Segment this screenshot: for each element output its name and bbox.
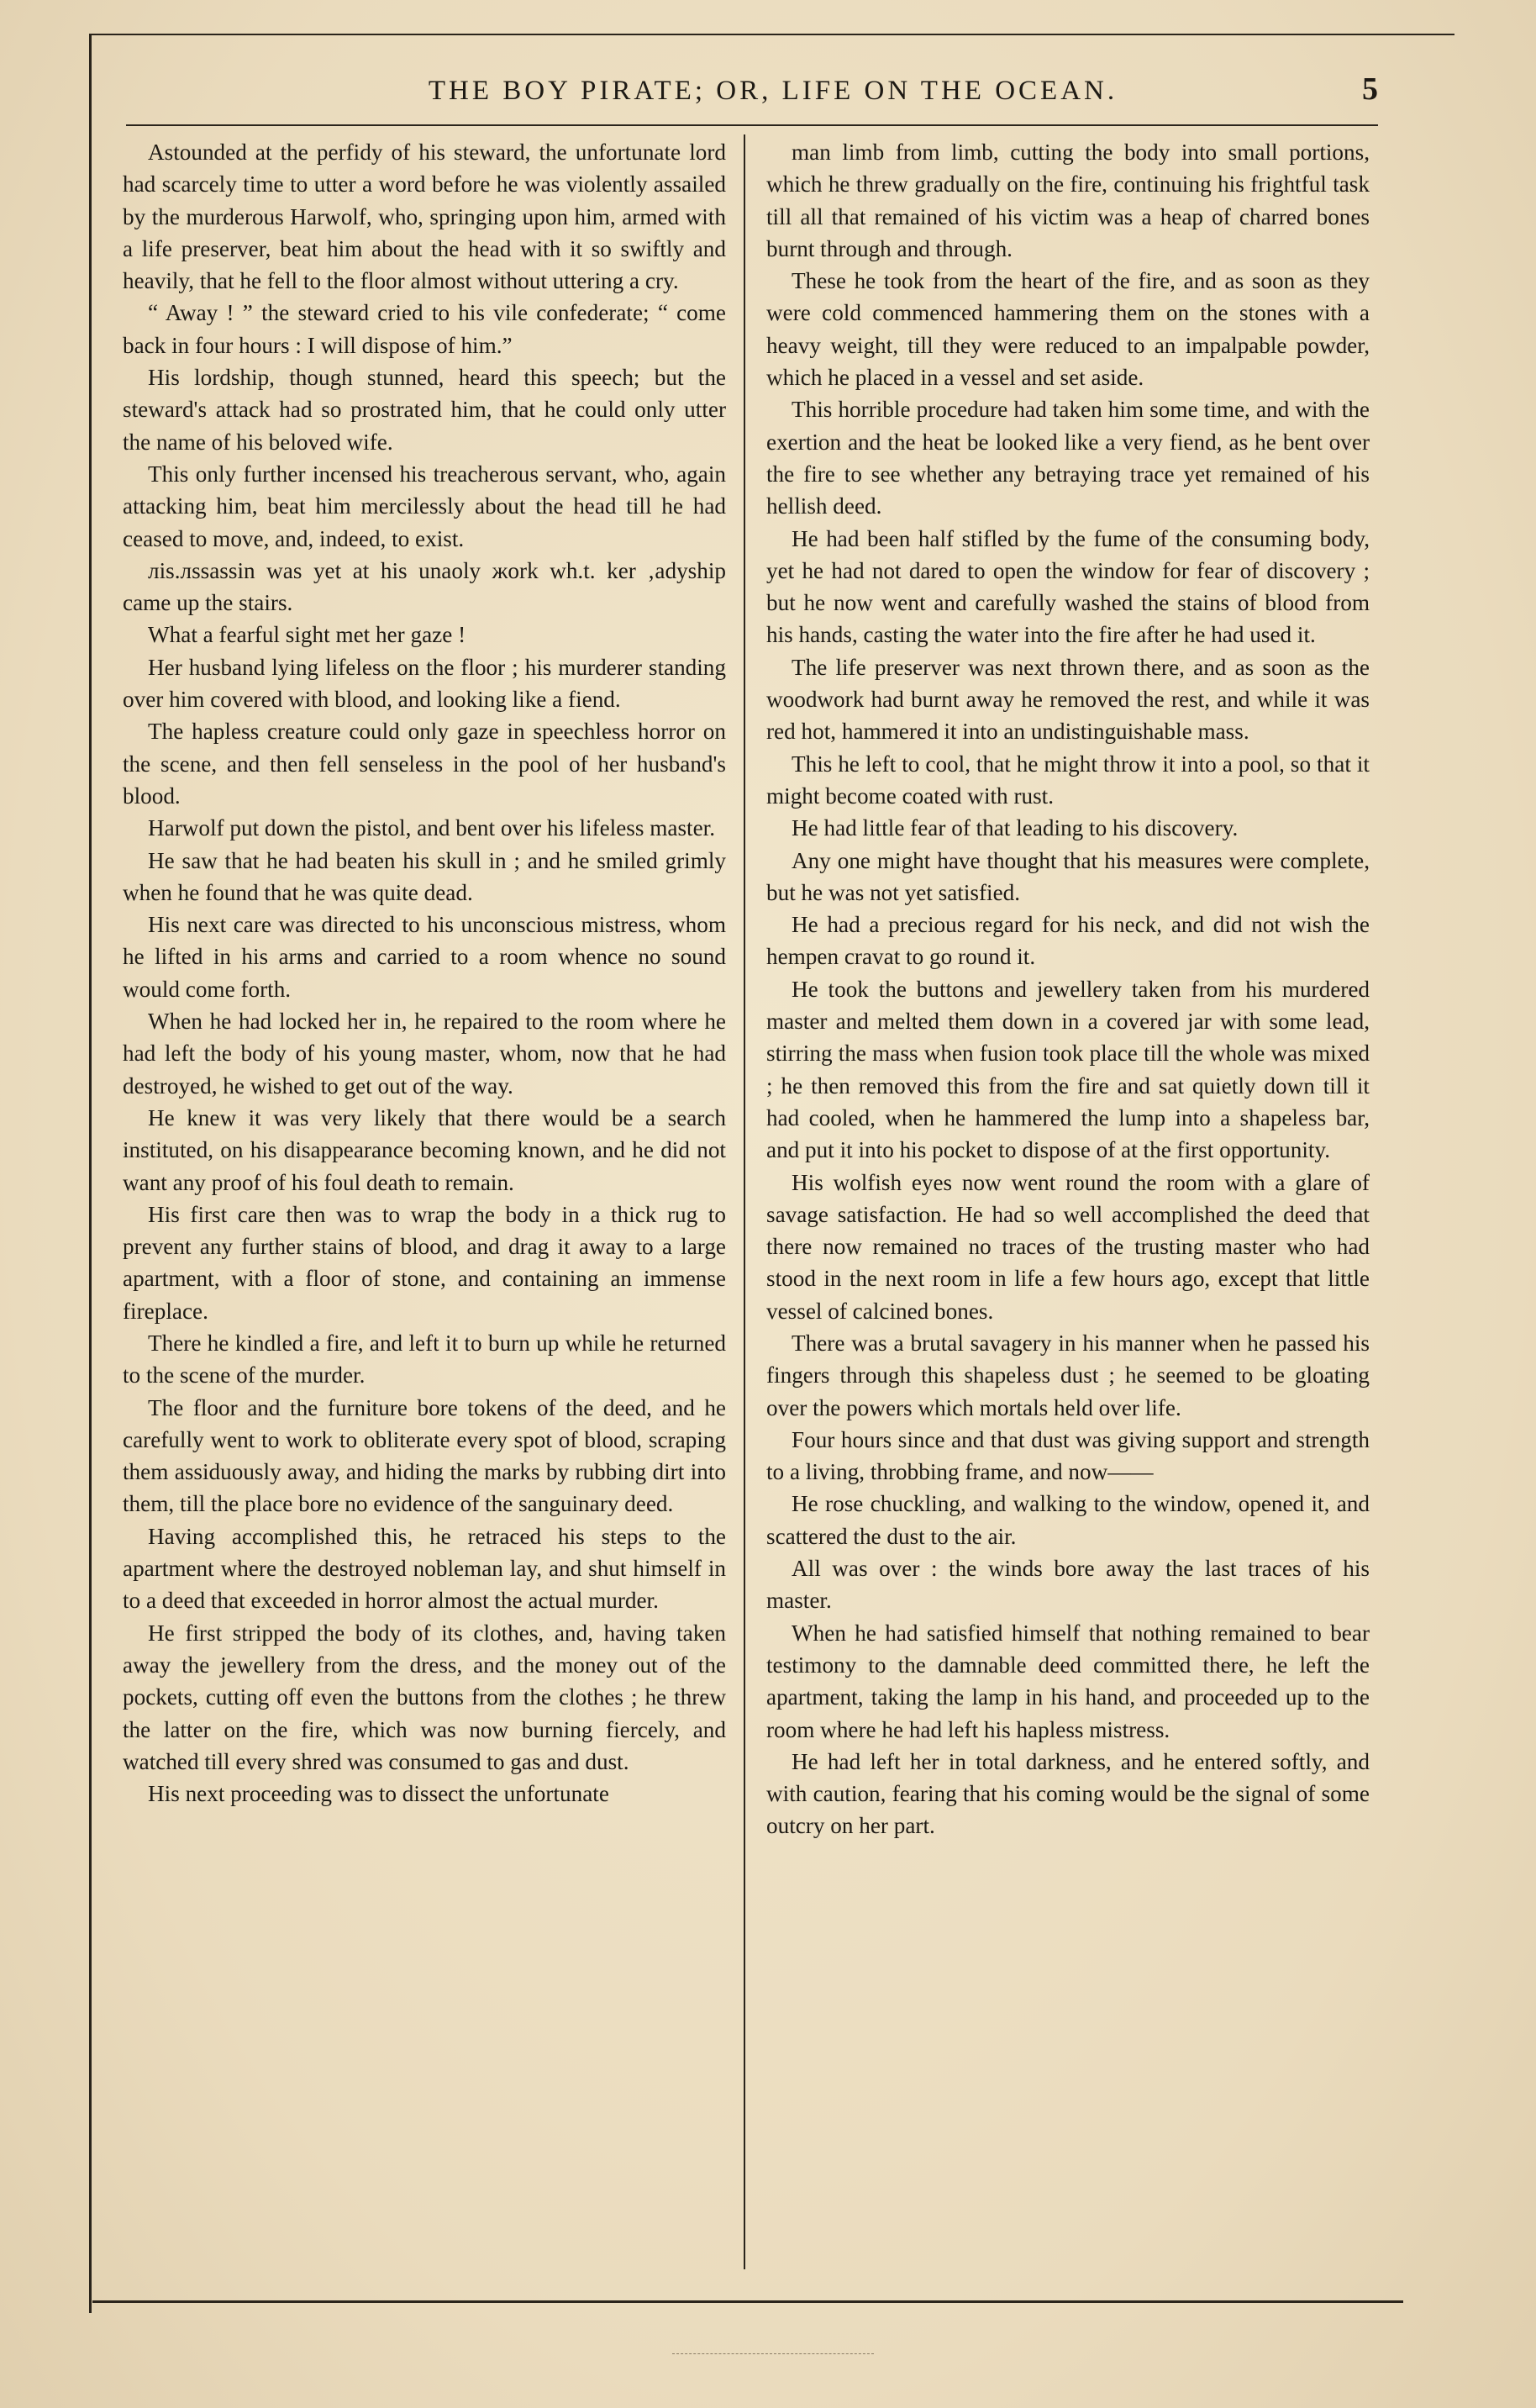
page-number: 5 bbox=[1362, 71, 1378, 107]
paragraph: His next proceeding was to dissect the unfortunate bbox=[148, 1781, 609, 1807]
paragraph: Having accomplished this, he retraced his steps to the apartment where the destroyed nobleman lay, and shut himself in to a deed that exceeded in horror almost the actual murder. bbox=[123, 1523, 726, 1614]
paragraph: He knew it was very likely that there would be a search instituted, on his disappearance becoming known, and he did not want any proof of his foul death to remain. bbox=[123, 1104, 726, 1195]
page-header bbox=[126, 71, 1378, 121]
running-title: THE BOY PIRATE; OR, LIFE ON THE OCEAN. bbox=[428, 76, 1118, 106]
paragraph: There was a brutal savagery in his manner when he passed his fingers through this shapeless dust ; he seemed to be gloating over the powers which mortals held over life. bbox=[766, 1330, 1370, 1420]
paragraph: Four hours since and that dust was giving support and strength to a living, throbbing frame, and now—— bbox=[766, 1426, 1370, 1485]
paragraph: ліѕ.лssassin was yet at his unaoly жork wh.t. ker ‚adyship came up the stairs. bbox=[123, 557, 726, 616]
paragraph: He had left her in total darkness, and he entered softly, and with caution, fearing that his coming would be the signal of some outcry on her part. bbox=[766, 1748, 1370, 1839]
paragraph: The hapless creature could only gaze in speechless horror on the scene, and then fell senseless in the pool of her husband's blood. bbox=[123, 719, 726, 809]
paragraph: He saw that he had beaten his skull in ; and he smiled grimly when he found that he was quite dead. bbox=[123, 847, 726, 905]
paragraph: “ Away ! ” the steward cried to his vile confederate; “ come back in four hours : I will dispose of him.” bbox=[123, 300, 726, 358]
paragraph: man limb from limb, cutting the body into small portions, which he threw gradually on the fire, continuing his frightful task till all that remained of his victim was a heap of charred bones burnt through and through. bbox=[766, 140, 1370, 261]
paragraph: The life preserver was next thrown there, and as soon as the woodwork had burnt away he removed the rest, and while it was red hot, hammered it into an undistinguishable mass. bbox=[766, 654, 1370, 745]
paragraph: His next care was directed to his unconscious mistress, whom he lifted in his arms and carried to a room whence no sound would come forth. bbox=[123, 912, 726, 1002]
paragraph: He first stripped the body of its clothes, and, having taken away the jewellery from the dress, and the money out of the pockets, cutting off even the buttons from the clothes ; he threw the latter on the fire, which was now burning fiercely, and watched till every shred was consumed to gas and dust. bbox=[123, 1620, 726, 1774]
footer-rule bbox=[92, 2300, 1403, 2303]
paragraph: This he left to cool, that he might throw it into a pool, so that it might become coated with rust. bbox=[766, 751, 1370, 809]
paragraph: This only further incensed his treacherous servant, who, again attacking him, beat him mercilessly about the head till he had ceased to move, and, indeed, to exist. bbox=[123, 461, 726, 551]
paragraph: Her husband lying lifeless on the floor ; his murderer standing over him covered with blood, and looking like a fiend. bbox=[123, 654, 726, 713]
paragraph: He took the buttons and jewellery taken from his murdered master and melted them down in a covered jar with some lead, stirring the mass when fusion took place till the whole was mixed ; he then removed this from the fire and sat quietly down till it had cooled, when he hammered the lump into a shapeless bar, and put it into his pocket to dispose of at the first opportunity. bbox=[766, 976, 1370, 1163]
paragraph: Harwolf put down the pistol, and bent over his lifeless master. bbox=[148, 815, 716, 841]
text-column-left bbox=[123, 136, 726, 2254]
paragraph: He had been half stifled by the fume of the consuming body, yet he had not dared to open the window for fear of discovery ; but he now went and carefully washed the stains of blood from his hands, casting the water into the fire after he had used it. bbox=[766, 525, 1370, 648]
paragraph: The floor and the furniture bore tokens of the deed, and he carefully went to work to obliterate every spot of blood, scraping them assiduously away, and hiding the marks by rubbing dirt into them, till the place bore no evidence of the sanguinary deed. bbox=[123, 1394, 726, 1517]
text-column-right bbox=[766, 136, 1370, 2254]
paragraph: This horrible procedure had taken him some time, and with the exertion and the heat be looked like a very fiend, as he bent over the fire to see whether any betraying trace yet remained of his hellish deed. bbox=[766, 397, 1370, 519]
footer-ornament bbox=[672, 2353, 874, 2354]
paragraph: Any one might have thought that his measures were complete, but he was not yet satisfied. bbox=[766, 847, 1370, 905]
paragraph: These he took from the heart of the fire, and as soon as they were cold commenced hammering them on the stones with a heavy weight, till they were reduced to an impalpable powder, which he placed in a vessel and set aside. bbox=[766, 268, 1370, 391]
paragraph: His first care then was to wrap the body in a thick rug to prevent any further stains of blood, and drag it away to a large apartment, with a floor of stone, and containing an immense fireplace. bbox=[123, 1201, 726, 1324]
paragraph: His wolfish eyes now went round the room with a glare of savage satisfaction. He had so well accomplished the deed that there now remained no traces of the trusting master who had stood in the next room in life a few hours ago, except that little vessel of calcined bones. bbox=[766, 1169, 1370, 1324]
paragraph: When he had locked her in, he repaired to the room where he had left the body of his young master, whom, now that he had destroyed, he wished to get out of the way. bbox=[123, 1009, 726, 1099]
column-divider bbox=[744, 134, 745, 2269]
paragraph: There he kindled a fire, and left it to burn up while he returned to the scene of the murder. bbox=[123, 1330, 726, 1388]
header-rule bbox=[126, 124, 1378, 126]
paragraph: What a fearful sight met her gaze ! bbox=[148, 622, 466, 648]
paragraph: All was over : the winds bore away the last traces of his master. bbox=[766, 1556, 1370, 1614]
paragraph: He had little fear of that leading to his discovery. bbox=[792, 815, 1239, 841]
paragraph: When he had satisfied himself that nothing remained to bear testimony to the damnable deed committed there, he left the apartment, taking the lamp in his hand, and proceeded up to the room where he had left his hapless mistress. bbox=[766, 1620, 1370, 1742]
paragraph: He rose chuckling, and walking to the window, opened it, and scattered the dust to the air. bbox=[766, 1491, 1370, 1549]
paragraph: He had a precious regard for his neck, and did not wish the hempen cravat to go round it. bbox=[766, 912, 1370, 970]
paragraph: His lordship, though stunned, heard this speech; but the steward's attack had so prostrated him, that he could only utter the name of his beloved wife. bbox=[123, 365, 726, 455]
paragraph: Astounded at the perfidy of his steward, the unfortunate lord had scarcely time to utter a word before he was violently assailed by the murderous Harwolf, who, springing upon him, armed with a life preserver, beat him about the head with it so swiftly and heavily, that he fell to the floor almost without uttering a cry. bbox=[123, 140, 726, 294]
